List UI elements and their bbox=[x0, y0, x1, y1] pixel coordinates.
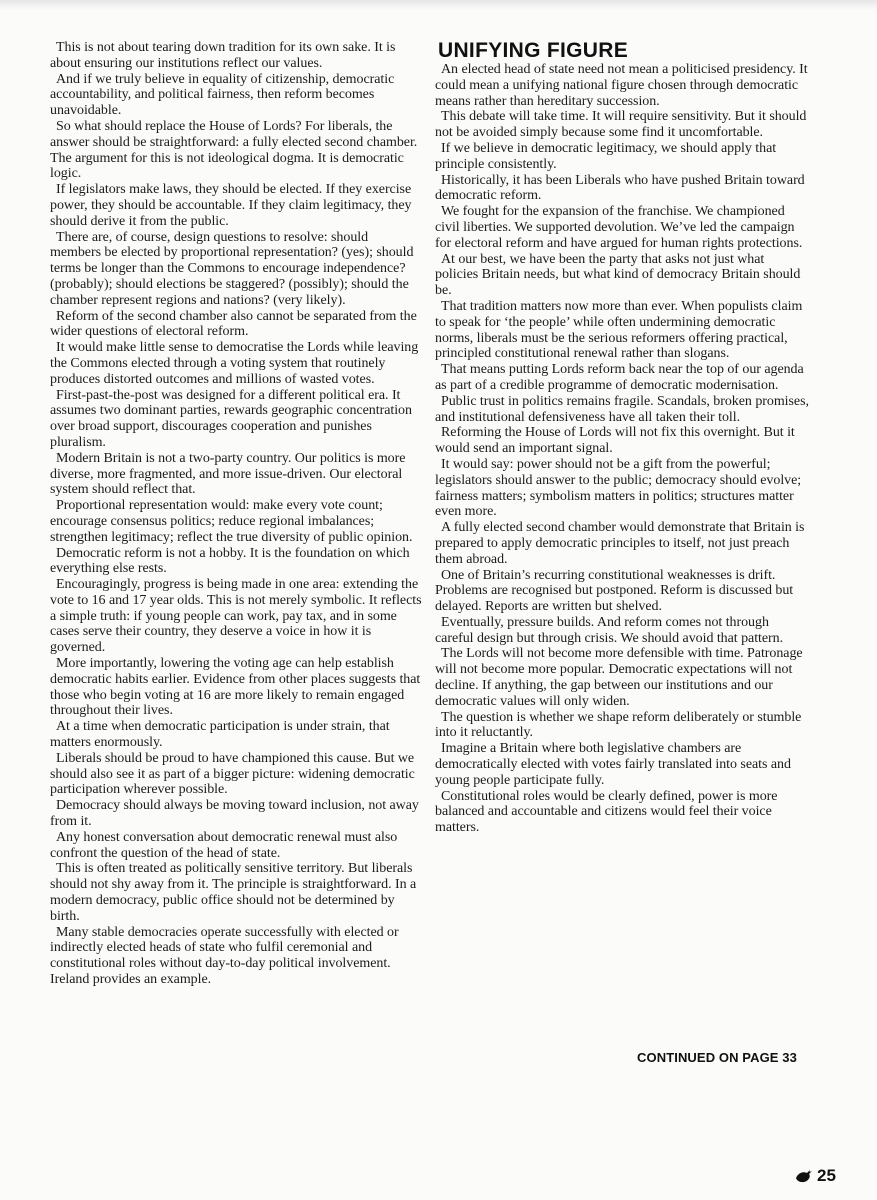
body-paragraph: Liberals should be proud to have championed this cause. But we should also see it as part of a bigger picture: widening democratic participation wherever possible. bbox=[50, 750, 415, 798]
body-paragraph: This debate will take time. It will require sensitivity. But it should not be avoided simply because some find it uncomfortable. bbox=[435, 109, 807, 141]
page-footer bbox=[795, 1166, 836, 1186]
body-paragraph: One of Britain’s recurring constitutional weaknesses is drift. Problems are recognised but postponed. Reform is discussed but delayed. Reports are written but shelved. bbox=[435, 567, 794, 615]
body-paragraph: Any honest conversation about democratic renewal must also confront the question of the head of state. bbox=[50, 829, 398, 861]
body-paragraph: This is often treated as politically sensitive territory. But liberals should not shy away from it. The principle is straightforward. In a modern democracy, public office should not be determined by birth. bbox=[50, 861, 417, 924]
body-paragraph: It would make little sense to democratise the Lords while leaving the Commons elected through a voting system that routinely produces distorted outcomes and millions of wasted votes. bbox=[50, 340, 419, 387]
body-paragraph: Public trust in politics remains fragile. Scandals, broken promises, and institutional defensiveness have all taken their toll. bbox=[435, 393, 809, 425]
page-edge-shadow bbox=[0, 0, 877, 10]
body-paragraph: Proportional representation would: make every vote count; encourage consensus politics; reduce regional imbalances; strengthen legitimacy; reflect the true diversity of public opinion. bbox=[50, 498, 413, 545]
continued-note: CONTINUED ON PAGE 33 bbox=[637, 1050, 797, 1065]
left-column bbox=[50, 40, 422, 988]
body-paragraph: A fully elected second chamber would demonstrate that Britain is prepared to apply democratic principles to itself, not just preach them abroad. bbox=[435, 520, 805, 567]
body-paragraph: That means putting Lords reform back near the top of our agenda as part of a credible programme of democratic modernisation. bbox=[435, 362, 804, 393]
bird-logo-icon bbox=[795, 1168, 813, 1184]
body-paragraph: If legislators make laws, they should be elected. If they exercise power, they should be accountable. If they claim legitimacy, they should derive it from the public. bbox=[50, 182, 412, 229]
body-paragraph: Imagine a Britain where both legislative chambers are democratically elected with votes fairly translated into seats and young people participate fully. bbox=[435, 741, 791, 788]
section-heading: UNIFYING FIGURE bbox=[438, 39, 629, 62]
body-paragraph: More importantly, lowering the voting age can help establish democratic habits earlier. Evidence from other places suggests that those who begin voting at 16 are more likely to remain engaged throughout their lives. bbox=[50, 656, 421, 719]
body-paragraph: Encouragingly, progress is being made in one area: extending the vote to 16 and 17 year olds. This is not merely symbolic. It reflects a simple truth: if young people can work, pay tax, and in some cases serve their country, they deserve a voice in how it is governed. bbox=[50, 577, 422, 656]
body-paragraph: That tradition matters now more than ever. When populists claim to speak for ‘the people’ while often undermining democratic norms, liberals must be the serious reformers offering practical, principled constitutional renewal rather than slogans. bbox=[435, 298, 803, 362]
body-paragraph: There are, of course, design questions to resolve: should members be elected by proportional representation? (yes); should terms be longer than the Commons to encourage independence? (probably); should elections be staggered? (possibly); should the chamber represent regions and nations? (very likely). bbox=[50, 229, 414, 308]
page-number: 25 bbox=[817, 1166, 836, 1185]
right-column bbox=[435, 40, 810, 836]
body-paragraph: Democratic reform is not a hobby. It is the foundation on which everything else rests. bbox=[50, 545, 410, 577]
body-paragraph: We fought for the expansion of the franchise. We championed civil liberties. We supported devolution. We’ve led the campaign for electoral reform and have argued for human rights protections. bbox=[435, 204, 803, 251]
body-paragraph: If we believe in democratic legitimacy, we should apply that principle consistently. bbox=[435, 140, 777, 172]
body-paragraph: So what should replace the House of Lords? For liberals, the answer should be straightforward: a fully elected second chamber. The argument for this is not ideological dogma. It is democratic logic. bbox=[50, 118, 418, 182]
body-paragraph: And if we truly believe in equality of citizenship, democratic accountability, and political fairness, then reform becomes unavoidable. bbox=[50, 71, 395, 119]
body-paragraph: Constitutional roles would be clearly defined, power is more balanced and accountable and citizens would feel their voice matters. bbox=[435, 788, 778, 836]
body-paragraph: First-past-the-post was designed for a different political era. It assumes two dominant parties, rewards geographic concentration over broad support, discourages cooperation and punishes pluralism. bbox=[50, 387, 412, 450]
body-paragraph: The question is whether we shape reform deliberately or stumble into it reluctantly. bbox=[435, 709, 802, 741]
body-paragraph: Many stable democracies operate successfully with elected or indirectly elected heads of state who fulfil ceremonial and constitutional roles without day-to-day political involvement. Ireland provides an example. bbox=[50, 924, 399, 988]
body-paragraph: It would say: power should not be a gift from the powerful; legislators should answer to the public; democracy should evolve; fairness matters; symbolism matters in politics; structures matter even more. bbox=[435, 456, 802, 520]
body-paragraph: This is not about tearing down tradition for its own sake. It is about ensuring our institutions reflect our values. bbox=[50, 40, 396, 71]
body-paragraph: Reforming the House of Lords will not fix this overnight. But it would send an important signal. bbox=[435, 425, 795, 457]
body-paragraph: Eventually, pressure builds. And reform comes not through careful design but through crisis. We should avoid that pattern. bbox=[435, 614, 784, 646]
body-paragraph: Modern Britain is not a two-party country. Our politics is more diverse, more fragmented, and more issue-driven. Our electoral system should reflect that. bbox=[50, 450, 406, 498]
body-paragraph: At our best, we have been the party that asks not just what policies Britain needs, but what kind of democracy Britain should be. bbox=[435, 251, 801, 299]
body-paragraph: At a time when democratic participation is under strain, that matters enormously. bbox=[50, 719, 390, 751]
body-paragraph: An elected head of state need not mean a politicised presidency. It could mean a unifying national figure chosen through democratic means rather than hereditary succession. bbox=[435, 62, 808, 109]
body-paragraph: Historically, it has been Liberals who have pushed Britain toward democratic reform. bbox=[435, 172, 805, 204]
body-paragraph: Reform of the second chamber also cannot be separated from the wider questions of electoral reform. bbox=[50, 308, 417, 340]
body-paragraph: Democracy should always be moving toward inclusion, not away from it. bbox=[50, 798, 419, 830]
body-paragraph: The Lords will not become more defensible with time. Patronage will not become more popular. Democratic expectations will not decline. If anything, the gap between our institutions and our democratic values will only widen. bbox=[435, 646, 803, 709]
